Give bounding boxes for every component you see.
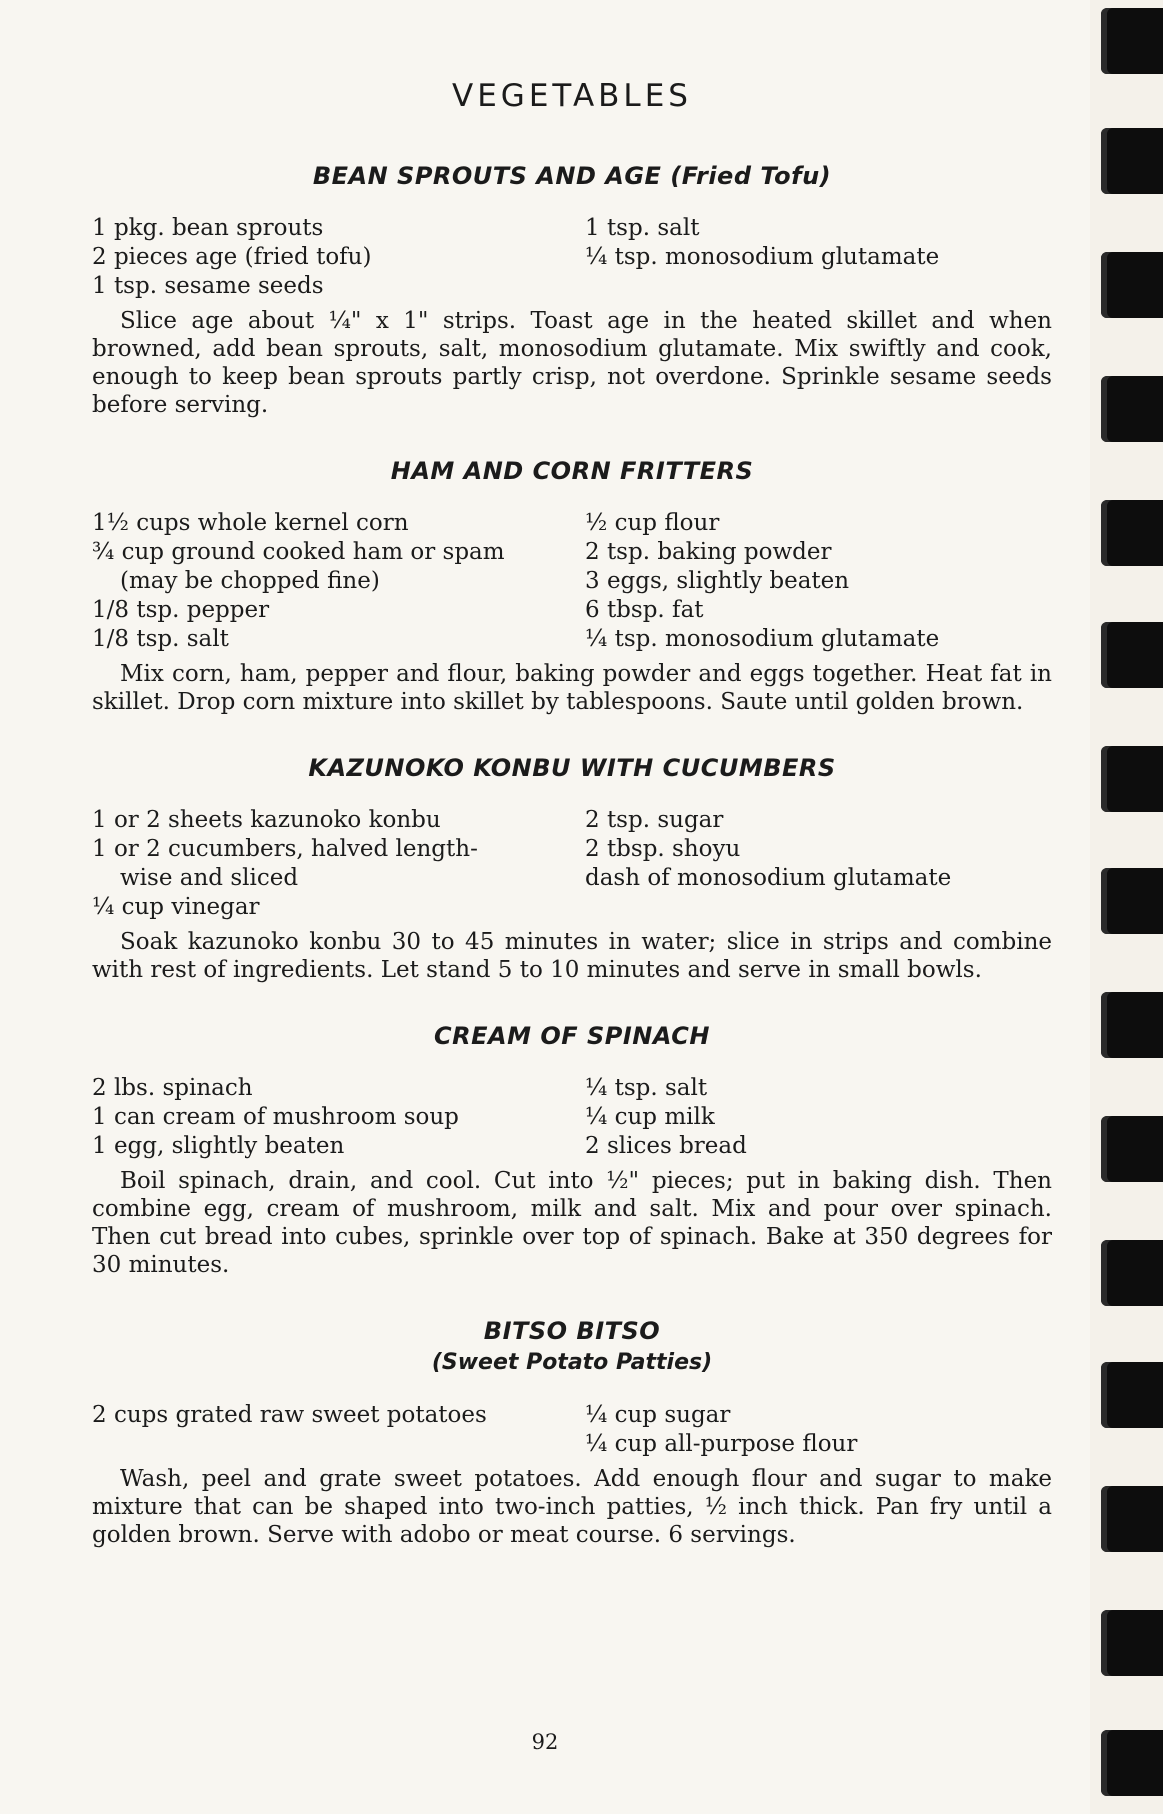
recipe (92, 160, 1052, 419)
page-heading: VEGETABLES (452, 78, 692, 114)
ingredient: 1½ cups whole kernel corn (92, 510, 409, 536)
ingredient: 1 can cream of mushroom soup (92, 1104, 459, 1130)
ingredients-left-column (92, 214, 585, 301)
ingredient: 6 tbsp. fat (585, 597, 704, 623)
binding-ring (1101, 992, 1163, 1058)
ingredient: 2 tbsp. shoyu (585, 836, 741, 862)
recipe (92, 752, 1052, 984)
binding-ring (1101, 1240, 1163, 1306)
recipe (92, 1020, 1052, 1279)
recipe (92, 1315, 1052, 1549)
binding-ring (1101, 622, 1163, 688)
ingredient: 1 or 2 cucumbers, halved length- (92, 836, 478, 862)
ingredient-list (92, 806, 1052, 922)
recipe-title: BEAN SPROUTS AND AGE (Fried Tofu) (312, 162, 832, 190)
ingredient: ¼ tsp. monosodium glutamate (585, 244, 940, 270)
page-content (92, 60, 1052, 1549)
ingredient: ¼ cup milk (585, 1104, 715, 1130)
ingredient: 2 lbs. spinach (92, 1075, 253, 1101)
recipe-directions: Soak kazunoko konbu 30 to 45 minutes in water; slice in strips and combine with rest of ingredients. Let stand 5 to 10 minutes and serve in small bowls. (92, 929, 1052, 983)
ingredient: 2 tsp. baking powder (585, 539, 832, 565)
binding-ring (1101, 1730, 1163, 1796)
ingredient-list (92, 509, 1052, 654)
binding-ring (1101, 746, 1163, 812)
ingredients-left-column (92, 806, 585, 922)
ingredient: (may be chopped fine) (120, 568, 380, 594)
ingredients-right-column (585, 1401, 857, 1459)
ingredient: ½ cup flour (585, 510, 720, 536)
binding-ring (1101, 376, 1163, 442)
ingredients-right-column (585, 1074, 747, 1161)
binding-ring (1101, 1116, 1163, 1182)
ingredient-list (92, 214, 1052, 301)
binding-ring (1101, 868, 1163, 934)
binding-ring (1101, 128, 1163, 194)
ingredient: 1/8 tsp. pepper (92, 597, 270, 623)
ingredient: ¼ cup sugar (585, 1402, 731, 1428)
ingredients-left-column (92, 1074, 585, 1161)
binding-ring (1101, 1486, 1163, 1552)
recipe-title: CREAM OF SPINACH (434, 1022, 710, 1050)
ingredients-right-column (585, 509, 939, 654)
binding-ring (1101, 252, 1163, 318)
ingredient: ¼ cup all-purpose flour (585, 1431, 858, 1457)
recipe-directions: Slice age about ¼" x 1" strips. Toast age in the heated skillet and when browned, add bean sprouts, salt, monosodium glutamate. Mix swiftly and cook, enough to keep bean sprouts partly crisp, not overdone. Sprinkle sesame seeds before serving. (92, 308, 1052, 418)
ingredient: 1 egg, slightly beaten (92, 1133, 345, 1159)
recipe-directions: Boil spinach, drain, and cool. Cut into ½" pieces; put in baking dish. Then combine egg, cream of mushroom, milk and salt. Mix and pour over spinach. Then cut bread into cubes, sprinkle over top of spinach. Bake at 350 degrees for 30 minutes. (92, 1168, 1052, 1278)
ingredient: 1/8 tsp. salt (92, 626, 229, 652)
ingredient: 2 slices bread (585, 1133, 747, 1159)
ingredient: 1 or 2 sheets kazunoko konbu (92, 807, 441, 833)
spiral-binding (1090, 0, 1163, 1814)
recipe (92, 455, 1052, 716)
recipe-directions: Mix corn, ham, pepper and flour, baking powder and eggs together. Heat fat in skillet. Drop corn mixture into skillet by tablespoons. Saute until golden brown. (92, 661, 1052, 715)
ingredient: 3 eggs, slightly beaten (585, 568, 850, 594)
recipe-title: HAM AND CORN FRITTERS (390, 457, 754, 485)
ingredient: 2 pieces age (fried tofu) (92, 244, 372, 270)
ingredient: 2 cups grated raw sweet potatoes (92, 1402, 487, 1428)
ingredient: 1 pkg. bean sprouts (92, 215, 324, 241)
ingredients-left-column (92, 509, 585, 654)
ingredient: wise and sliced (120, 865, 299, 891)
binding-ring (1101, 1362, 1163, 1428)
ingredient: 1 tsp. salt (585, 215, 700, 241)
recipe-title: KAZUNOKO KONBU WITH CUCUMBERS (308, 754, 836, 782)
ingredient: dash of monosodium glutamate (585, 865, 952, 891)
ingredient: ¼ tsp. monosodium glutamate (585, 626, 940, 652)
recipe-title: BITSO BITSO (483, 1317, 661, 1345)
ingredient: ¼ cup vinegar (92, 894, 260, 920)
ingredient: 1 tsp. sesame seeds (92, 273, 324, 299)
ingredient: ¼ tsp. salt (585, 1075, 708, 1101)
page-number: 92 (531, 1730, 559, 1754)
binding-ring (1101, 8, 1163, 74)
ingredients-right-column (585, 214, 939, 301)
ingredients-left-column (92, 1401, 585, 1459)
recipe-subtitle: (Sweet Potato Patties) (431, 1350, 713, 1375)
binding-ring (1101, 500, 1163, 566)
recipe-directions: Wash, peel and grate sweet potatoes. Add enough flour and sugar to make mixture that can be shaped into two-inch patties, ½ inch thick. Pan fry until a golden brown. Serve with adobo or meat course. 6 servings. (92, 1466, 1052, 1548)
ingredient: 2 tsp. sugar (585, 807, 724, 833)
ingredients-right-column (585, 806, 951, 922)
ingredient-list (92, 1074, 1052, 1161)
ingredient-list (92, 1401, 1052, 1459)
binding-ring (1101, 1610, 1163, 1676)
ingredient: ¾ cup ground cooked ham or spam (92, 539, 505, 565)
